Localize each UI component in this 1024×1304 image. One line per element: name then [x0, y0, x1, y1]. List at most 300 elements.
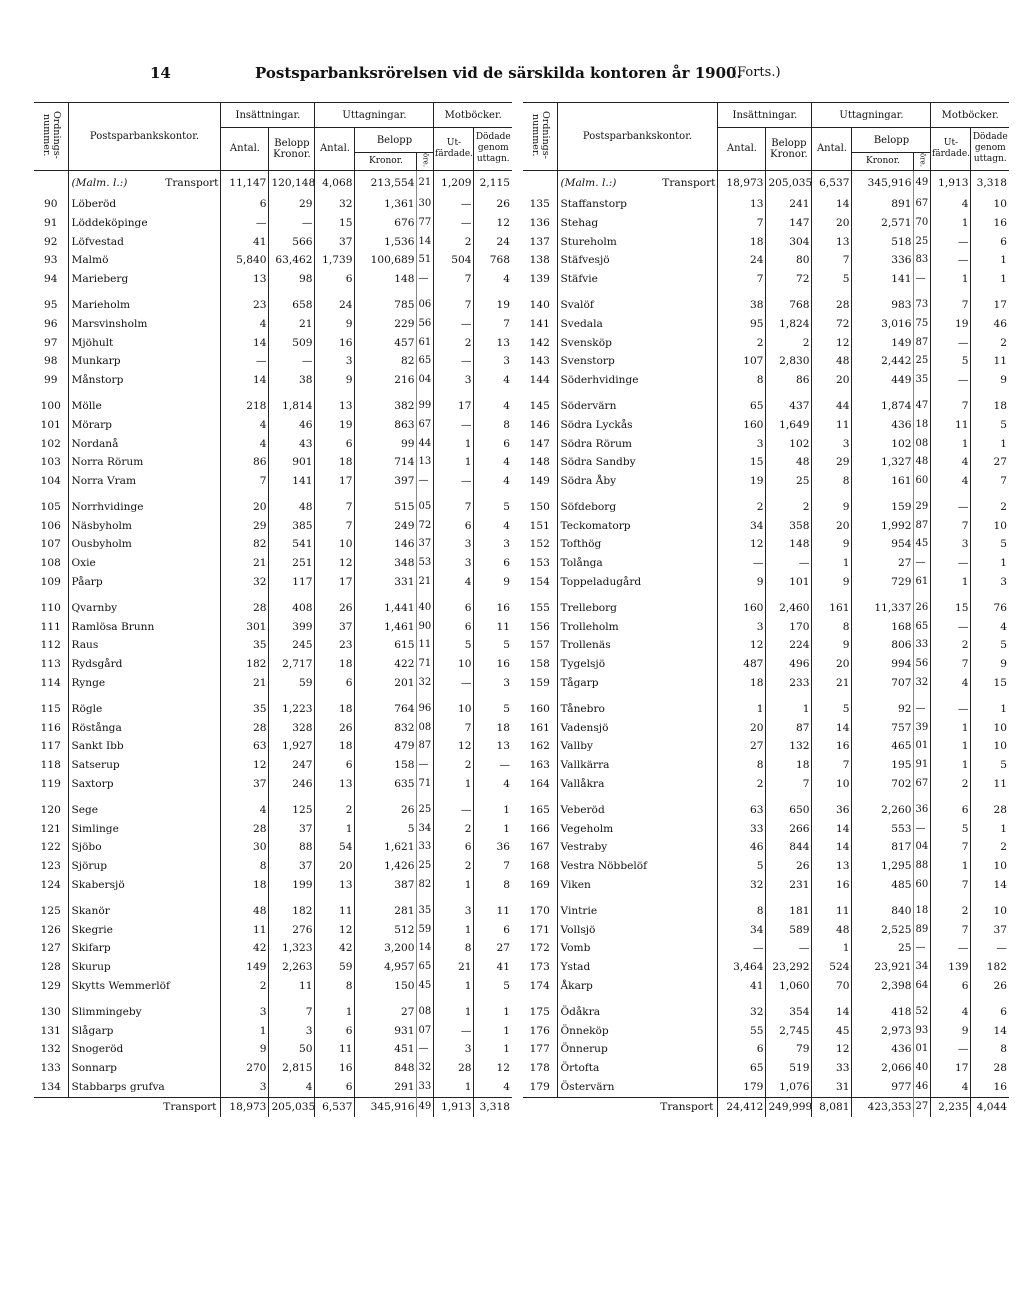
motbocker-utfardade: 10	[434, 700, 474, 719]
utt-ore: 87	[914, 334, 931, 353]
utt-ore: 40	[417, 599, 434, 618]
motbocker-utfardade: 1	[434, 775, 474, 794]
utt-ore: 65	[417, 958, 434, 977]
office-name: Skanör	[68, 902, 221, 921]
motbocker-utfardade: 7	[931, 517, 971, 536]
utt-ore: 52	[914, 1003, 931, 1022]
statistics-table	[34, 102, 512, 1117]
utt-ore: 05	[417, 498, 434, 517]
motbocker-dodade: 10	[971, 902, 1009, 921]
row-number: 100	[40, 399, 61, 412]
motbocker-dodade: 10	[971, 195, 1009, 214]
header-motbocker: Motböcker.	[434, 103, 512, 128]
utt-ore: 25	[914, 233, 931, 252]
office-name: Mjöhult	[68, 334, 221, 353]
utt-antal: 14	[812, 838, 852, 857]
ins-antal: 3,464	[718, 958, 766, 977]
motbocker-dodade: 9	[474, 573, 512, 592]
office-name: Trolleholm	[557, 618, 718, 637]
office-name: Södra Sandby	[557, 453, 718, 472]
header-utt-antal: Antal.	[315, 128, 355, 171]
row-number: 150	[529, 500, 550, 513]
utt-kronor: 3,016	[852, 315, 914, 334]
utt-antal: 12	[315, 921, 355, 940]
office-name: Tygelsjö	[557, 655, 718, 674]
motbocker-utfardade: 2,235	[931, 1097, 971, 1116]
utt-antal: 19	[315, 416, 355, 435]
office-name: Tågarp	[557, 674, 718, 693]
row-number: 127	[40, 942, 61, 955]
ins-antal: 65	[718, 397, 766, 416]
row-number: 91	[44, 216, 58, 229]
motbocker-dodade: 16	[474, 655, 512, 674]
utt-kronor: 832	[355, 719, 417, 738]
motbocker-dodade: 28	[971, 801, 1009, 820]
table-row	[34, 334, 512, 353]
ins-antal: 4	[221, 435, 269, 454]
row-number: 119	[40, 778, 61, 791]
row-number: 170	[529, 904, 550, 917]
utt-ore: 14	[417, 939, 434, 958]
motbocker-utfardade: 7	[931, 397, 971, 416]
utt-antal: 18	[315, 737, 355, 756]
table-row	[34, 674, 512, 693]
motbocker-dodade: 13	[474, 737, 512, 756]
motbocker-utfardade: 2	[931, 636, 971, 655]
row-number: 97	[44, 336, 58, 349]
utt-kronor: 102	[852, 435, 914, 454]
motbocker-utfardade: —	[931, 233, 971, 252]
table-row	[34, 636, 512, 655]
table-row	[523, 296, 1009, 315]
motbocker-dodade: 5	[474, 636, 512, 655]
ins-antal: 8	[718, 756, 766, 775]
ins-kronor: 98	[269, 270, 315, 289]
utt-antal: 12	[812, 334, 852, 353]
row-number: 107	[40, 538, 61, 551]
motbocker-dodade: 12	[474, 214, 512, 233]
ins-kronor: 1,824	[766, 315, 812, 334]
table-header	[523, 103, 1009, 171]
table-row	[523, 977, 1009, 996]
utt-kronor: 702	[852, 775, 914, 794]
header-insattningar: Insättningar.	[221, 103, 315, 128]
table-row	[523, 397, 1009, 416]
ins-kronor: 147	[766, 214, 812, 233]
utt-kronor: 479	[355, 737, 417, 756]
ins-kronor: 182	[269, 902, 315, 921]
motbocker-utfardade: 2	[931, 902, 971, 921]
ins-kronor: 2,263	[269, 958, 315, 977]
table-row	[34, 1059, 512, 1078]
row-number: 142	[529, 336, 550, 349]
office-name: Simlinge	[68, 820, 221, 839]
ins-antal: 24	[718, 251, 766, 270]
motbocker-dodade: 1	[971, 554, 1009, 573]
motbocker-utfardade: 1	[434, 876, 474, 895]
motbocker-dodade: 10	[971, 719, 1009, 738]
header-ins-antal: Antal.	[718, 128, 766, 171]
utt-antal: 20	[812, 655, 852, 674]
utt-antal: 11	[315, 1040, 355, 1059]
ins-kronor: 2	[766, 334, 812, 353]
ins-kronor: 328	[269, 719, 315, 738]
utt-kronor: 817	[852, 838, 914, 857]
utt-antal: 23	[315, 636, 355, 655]
motbocker-utfardade: 10	[434, 655, 474, 674]
motbocker-utfardade: 2	[434, 857, 474, 876]
utt-kronor: 457	[355, 334, 417, 353]
utt-antal: 6	[315, 674, 355, 693]
header-ins-antal: Antal.	[221, 128, 269, 171]
row-number	[523, 170, 557, 195]
motbocker-dodade: 2	[971, 498, 1009, 517]
utt-kronor: 714	[355, 453, 417, 472]
utt-ore: 40	[914, 1059, 931, 1078]
utt-antal: 9	[315, 371, 355, 390]
office-name: Marsvinsholm	[68, 315, 221, 334]
ins-kronor: 496	[766, 655, 812, 674]
utt-ore: 39	[914, 719, 931, 738]
utt-kronor: 515	[355, 498, 417, 517]
motbocker-dodade: 1	[474, 1040, 512, 1059]
utt-ore: 51	[417, 251, 434, 270]
ins-kronor: 87	[766, 719, 812, 738]
utt-kronor: 2,973	[852, 1022, 914, 1041]
table-row	[34, 573, 512, 592]
motbocker-utfardade: —	[434, 674, 474, 693]
motbocker-utfardade: —	[434, 472, 474, 491]
office-name: Teckomatorp	[557, 517, 718, 536]
motbocker-dodade: 11	[474, 902, 512, 921]
motbocker-dodade: 1	[971, 700, 1009, 719]
ins-kronor: 2,815	[269, 1059, 315, 1078]
group-gap	[34, 390, 512, 397]
row-number: 174	[529, 980, 550, 993]
motbocker-dodade: 1	[971, 270, 1009, 289]
utt-antal: 14	[812, 1003, 852, 1022]
utt-antal: 7	[315, 498, 355, 517]
utt-kronor: 436	[852, 416, 914, 435]
office-name: Södervärn	[557, 397, 718, 416]
office-name: Toppeladugård	[557, 573, 718, 592]
utt-kronor: 345,916	[355, 1097, 417, 1116]
ins-kronor: 245	[269, 636, 315, 655]
office-name: Vegeholm	[557, 820, 718, 839]
motbocker-dodade: 4	[474, 453, 512, 472]
row-number: 154	[529, 576, 550, 589]
ins-antal: 9	[221, 1040, 269, 1059]
office-name: Vollsjö	[557, 921, 718, 940]
table-row	[34, 517, 512, 536]
motbocker-utfardade: 19	[931, 315, 971, 334]
ins-antal: 149	[221, 958, 269, 977]
utt-kronor: 1,441	[355, 599, 417, 618]
ins-kronor: 181	[766, 902, 812, 921]
table-row	[34, 958, 512, 977]
utt-ore: 65	[417, 352, 434, 371]
utt-kronor: 27	[355, 1003, 417, 1022]
office-name: Saxtorp	[68, 775, 221, 794]
utt-kronor: 863	[355, 416, 417, 435]
motbocker-utfardade: —	[931, 251, 971, 270]
utt-kronor: 5	[355, 820, 417, 839]
utt-kronor: 676	[355, 214, 417, 233]
table-row	[523, 655, 1009, 674]
utt-antal: 14	[812, 719, 852, 738]
utt-antal: 28	[812, 296, 852, 315]
row-number: 118	[40, 759, 61, 772]
utt-kronor: 840	[852, 902, 914, 921]
row-number: 152	[529, 538, 550, 551]
row-number: 176	[529, 1024, 550, 1037]
motbocker-dodade: 3	[971, 573, 1009, 592]
ins-kronor: 37	[269, 820, 315, 839]
office-name: Ystad	[557, 958, 718, 977]
office-name: Svedala	[557, 315, 718, 334]
utt-kronor: 23,921	[852, 958, 914, 977]
utt-antal: 15	[315, 214, 355, 233]
table-row	[34, 921, 512, 940]
utt-ore: 44	[417, 435, 434, 454]
office-name: Ousbyholm	[68, 535, 221, 554]
ins-antal: 34	[718, 517, 766, 536]
ins-kronor: 266	[766, 820, 812, 839]
table-row	[34, 700, 512, 719]
motbocker-dodade: 27	[474, 939, 512, 958]
utt-ore: 77	[417, 214, 434, 233]
utt-ore: 87	[914, 517, 931, 536]
ins-antal: 2	[221, 977, 269, 996]
motbocker-utfardade: 4	[434, 573, 474, 592]
motbocker-dodade: 5	[971, 636, 1009, 655]
ins-antal: 1	[718, 700, 766, 719]
header-insattningar: Insättningar.	[718, 103, 812, 128]
office-name: Ramlösa Brunn	[68, 618, 221, 637]
utt-kronor: 4,957	[355, 958, 417, 977]
row-number: 121	[40, 822, 61, 835]
motbocker-dodade: 6	[971, 233, 1009, 252]
row-number: 134	[40, 1081, 61, 1093]
utt-kronor: 82	[355, 352, 417, 371]
table-row	[34, 756, 512, 775]
ins-antal: 48	[221, 902, 269, 921]
ins-kronor: 246	[269, 775, 315, 794]
ins-antal: 218	[221, 397, 269, 416]
motbocker-utfardade: 1	[931, 756, 971, 775]
ins-antal: 28	[221, 719, 269, 738]
table-row	[523, 801, 1009, 820]
ins-antal: 46	[718, 838, 766, 857]
utt-kronor: 25	[852, 939, 914, 958]
motbocker-dodade: 11	[971, 775, 1009, 794]
utt-ore: 90	[417, 618, 434, 637]
utt-ore: 34	[417, 820, 434, 839]
ins-kronor: 247	[269, 756, 315, 775]
utt-kronor: 148	[355, 270, 417, 289]
ins-kronor: 79	[766, 1040, 812, 1059]
utt-ore: 96	[417, 700, 434, 719]
utt-ore: 49	[914, 170, 931, 195]
ins-kronor: 251	[269, 554, 315, 573]
office-name: Vadensjö	[557, 719, 718, 738]
row-number: 117	[40, 740, 61, 753]
ins-kronor: 50	[269, 1040, 315, 1059]
header-ordning: Ordnings- nummer.	[34, 103, 68, 171]
ins-antal: 11,147	[221, 170, 269, 195]
motbocker-utfardade: 5	[931, 352, 971, 371]
motbocker-dodade: 26	[474, 195, 512, 214]
utt-kronor: 26	[355, 801, 417, 820]
ins-antal: 5,840	[221, 251, 269, 270]
page-header	[0, 64, 1024, 86]
utt-antal: 6	[315, 1022, 355, 1041]
utt-ore: 61	[417, 334, 434, 353]
utt-ore: 04	[914, 838, 931, 857]
motbocker-dodade: 14	[971, 1022, 1009, 1041]
motbocker-utfardade: —	[931, 498, 971, 517]
row-number: 162	[529, 740, 550, 753]
table-row	[34, 315, 512, 334]
table-row	[34, 1040, 512, 1059]
office-name: Veberöd	[557, 801, 718, 820]
table-row	[523, 902, 1009, 921]
utt-antal: 11	[812, 416, 852, 435]
office-name: Marieholm	[68, 296, 221, 315]
motbocker-dodade: 16	[971, 1078, 1009, 1097]
utt-kronor: 423,353	[852, 1097, 914, 1116]
ins-antal: 301	[221, 618, 269, 637]
utt-antal: 18	[315, 655, 355, 674]
utt-kronor: 195	[852, 756, 914, 775]
right-table-half	[523, 102, 1009, 1192]
motbocker-utfardade: 1,913	[931, 170, 971, 195]
ins-antal: 21	[221, 674, 269, 693]
ins-antal: 8	[718, 371, 766, 390]
row-number: 173	[529, 961, 550, 974]
ins-antal: 41	[718, 977, 766, 996]
office-name: Stabbarps grufva	[68, 1078, 221, 1097]
motbocker-utfardade: 4	[931, 1003, 971, 1022]
row-number: 166	[529, 822, 550, 835]
utt-kronor: 1,536	[355, 233, 417, 252]
motbocker-utfardade: —	[931, 371, 971, 390]
table-row	[523, 1022, 1009, 1041]
ins-kronor: 80	[766, 251, 812, 270]
row-number: 161	[529, 721, 550, 734]
ins-kronor: 1,076	[766, 1078, 812, 1097]
motbocker-dodade: 3	[474, 674, 512, 693]
ins-antal: 182	[221, 655, 269, 674]
motbocker-dodade: 16	[971, 214, 1009, 233]
ins-antal: 18	[718, 233, 766, 252]
table-row	[34, 435, 512, 454]
utt-antal: 14	[812, 820, 852, 839]
header-utt-antal: Antal.	[812, 128, 852, 171]
row-number: 138	[529, 254, 550, 267]
utt-antal: 9	[812, 535, 852, 554]
ins-kronor: 141	[269, 472, 315, 491]
table-row	[34, 352, 512, 371]
table-row	[523, 517, 1009, 536]
utt-kronor: 422	[355, 655, 417, 674]
office-name: Oxie	[68, 554, 221, 573]
utt-ore: 46	[914, 1078, 931, 1097]
utt-ore: —	[914, 270, 931, 289]
transport-label: Transport	[523, 1097, 718, 1116]
utt-kronor: 92	[852, 700, 914, 719]
office-name: Löddeköpinge	[68, 214, 221, 233]
motbocker-dodade: 18	[474, 719, 512, 738]
motbocker-utfardade: 1	[434, 977, 474, 996]
utt-antal: 54	[315, 838, 355, 857]
ins-kronor: 566	[269, 233, 315, 252]
utt-ore: 64	[914, 977, 931, 996]
utt-ore: 08	[417, 719, 434, 738]
utt-ore: 65	[914, 618, 931, 637]
header-utfardade: Ut- färdade.	[434, 128, 474, 171]
ins-antal: 18,973	[718, 170, 766, 195]
ins-antal: 4	[221, 801, 269, 820]
table-row	[523, 1003, 1009, 1022]
utt-kronor: 1,621	[355, 838, 417, 857]
row-number: 165	[529, 803, 550, 816]
motbocker-utfardade: 1	[434, 921, 474, 940]
utt-antal: 14	[812, 195, 852, 214]
table-row	[523, 921, 1009, 940]
row-number: 147	[529, 437, 550, 450]
motbocker-dodade: 1	[971, 251, 1009, 270]
utt-kronor: 785	[355, 296, 417, 315]
utt-ore: 36	[914, 801, 931, 820]
motbocker-dodade: 3	[474, 535, 512, 554]
motbocker-utfardade: —	[434, 416, 474, 435]
office-name: Vintrie	[557, 902, 718, 921]
utt-ore: —	[417, 270, 434, 289]
table-row	[523, 453, 1009, 472]
utt-antal: 2	[315, 801, 355, 820]
motbocker-utfardade: 7	[931, 921, 971, 940]
office-name: Sege	[68, 801, 221, 820]
motbocker-dodade: 9	[971, 655, 1009, 674]
motbocker-utfardade: 7	[434, 296, 474, 315]
office-name: Stehag	[557, 214, 718, 233]
motbocker-utfardade: 17	[931, 1059, 971, 1078]
utt-antal: 11	[315, 902, 355, 921]
motbocker-dodade: 13	[474, 334, 512, 353]
utt-kronor: 149	[852, 334, 914, 353]
motbocker-dodade: 3,318	[971, 170, 1009, 195]
utt-antal: 20	[315, 857, 355, 876]
motbocker-utfardade: —	[434, 1022, 474, 1041]
office-name: Önnerup	[557, 1040, 718, 1059]
utt-antal: 6	[315, 1078, 355, 1097]
ins-kronor: 23,292	[766, 958, 812, 977]
transport-out-row	[523, 1097, 1009, 1116]
utt-antal: 16	[315, 1059, 355, 1078]
row-number: 133	[40, 1062, 61, 1075]
utt-kronor: 99	[355, 435, 417, 454]
table-row	[34, 775, 512, 794]
utt-antal: 6,537	[812, 170, 852, 195]
motbocker-utfardade: 1	[434, 453, 474, 472]
utt-antal: 8	[315, 977, 355, 996]
utt-antal: 4,068	[315, 170, 355, 195]
utt-antal: 7	[812, 756, 852, 775]
utt-antal: 24	[315, 296, 355, 315]
table-row	[523, 554, 1009, 573]
utt-antal: 12	[315, 554, 355, 573]
